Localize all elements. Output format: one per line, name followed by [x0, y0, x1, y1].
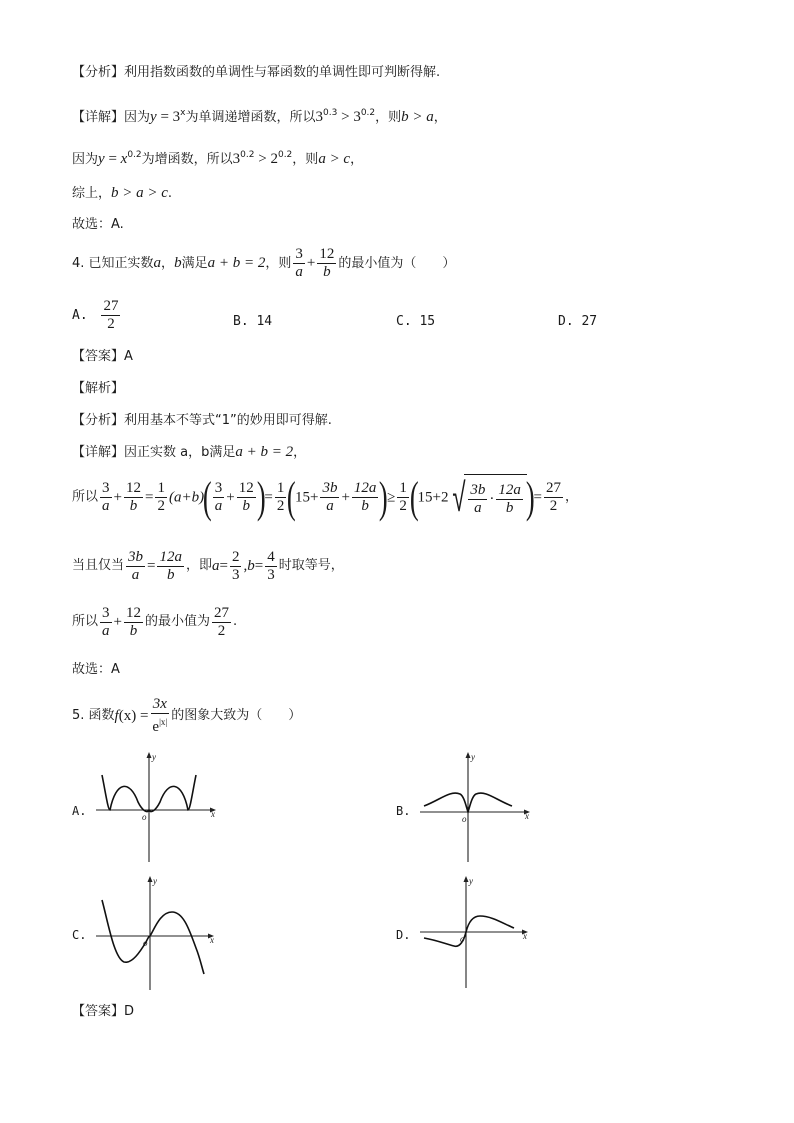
fraction-den: 3 [231, 566, 240, 583]
radical-sign: √ [452, 474, 466, 521]
question-number: 4. 已知正实数 [72, 256, 154, 271]
option-label: D. [558, 314, 574, 329]
q4-analysis-line [72, 412, 332, 430]
fraction-den: a [295, 264, 303, 280]
text-seg: 时取等号， [278, 558, 344, 573]
sqrt [448, 474, 526, 521]
x-axis-label: x [525, 811, 529, 821]
right-paren: ) [256, 472, 266, 522]
x-axis-label: x [210, 935, 214, 945]
text-seg: 所以 [72, 489, 99, 505]
math-gt: > [254, 151, 271, 167]
math-exp: |x| [159, 717, 168, 727]
math-base: 3 [232, 151, 241, 167]
q4-calculation [72, 474, 578, 521]
detail-line-1 [72, 104, 447, 127]
fraction [100, 480, 112, 515]
fraction-den: a [326, 498, 334, 514]
text-seg: ，则 [292, 152, 319, 167]
left-paren: ( [287, 472, 297, 522]
curve [424, 916, 514, 946]
text-seg: 当且仅当 [72, 558, 125, 573]
answer-tag: 【答案】 [72, 1004, 125, 1019]
math-e: e [152, 719, 160, 735]
fraction [100, 605, 112, 640]
math-b: b [174, 255, 182, 271]
choice-line: 故选：A. [72, 217, 124, 232]
fraction [124, 480, 143, 515]
math-f: f [114, 708, 119, 724]
text-seg: ， [565, 489, 579, 505]
fraction-num: 1 [399, 480, 407, 496]
y-axis-label: y [469, 876, 473, 886]
answer-line [72, 348, 133, 366]
math-base: 3 [172, 109, 181, 125]
math-gt: > [337, 109, 354, 125]
origin-label: o [143, 938, 148, 948]
option-d [558, 314, 597, 329]
fraction-den: b [323, 264, 331, 280]
answer-value: A [124, 349, 133, 364]
text-seg: ，则 [375, 110, 402, 125]
math-condition: a + b = 2 [207, 255, 266, 271]
fraction-num: 3 [214, 480, 223, 496]
fraction [468, 482, 487, 517]
math-a: a [153, 255, 162, 271]
fraction-den: 2 [399, 498, 407, 514]
fraction-den: a [214, 498, 223, 514]
right-paren: ) [525, 472, 535, 522]
fraction [496, 482, 523, 517]
fraction [265, 549, 277, 584]
option-a [72, 298, 122, 333]
math-eq: = [264, 489, 273, 506]
math-relation: b > a > c [111, 185, 168, 201]
graph-a-label: A. [72, 804, 87, 818]
text-seg: 的最小值为（ ） [338, 256, 456, 271]
math-relation: b > a [401, 109, 434, 125]
fraction [352, 480, 379, 515]
sqrt-inside [464, 474, 527, 521]
fraction [397, 480, 409, 515]
fraction-num: 1 [276, 480, 285, 496]
fraction-den [150, 714, 169, 736]
fraction [293, 246, 305, 281]
math-number: 2 [440, 489, 449, 506]
text-seg: 的图象大致为（ ） [171, 708, 302, 723]
text-seg: ， [350, 152, 364, 167]
fraction [126, 549, 145, 584]
math-arg: (x) = [118, 708, 149, 724]
y-axis-label: y [153, 876, 157, 886]
math-condition: a + b = 2 [235, 444, 294, 460]
answer-tag: 【答案】 [72, 349, 125, 364]
option-c [396, 314, 435, 329]
math-exp: 0.2 [127, 150, 142, 160]
fraction-num: 1 [157, 480, 165, 496]
y-axis-arrow [464, 876, 469, 882]
y-axis-label: y [152, 752, 156, 762]
math-base: 3 [353, 109, 361, 125]
fraction-den: a [102, 622, 110, 639]
y-axis-arrow [147, 752, 152, 758]
fraction-den: b [166, 566, 175, 583]
fraction-den: 2 [217, 622, 226, 639]
text-seg: 的最小值为 [144, 614, 210, 629]
summary-line [72, 184, 172, 203]
fraction-num: 3x [152, 696, 167, 712]
fraction-num: 27 [546, 480, 562, 496]
math-exp: 0.2 [277, 150, 293, 160]
fraction [317, 246, 336, 281]
detail-tag: 【详解】 [72, 110, 125, 125]
option-value: 14 [256, 314, 273, 329]
math-exp: x [180, 108, 186, 118]
q4-detail-line [72, 443, 306, 462]
math-exp: 0.3 [323, 108, 338, 118]
fraction-num: 3 [295, 246, 303, 262]
math-b: b [247, 558, 255, 574]
y-axis-label: y [471, 752, 475, 762]
fraction-den: a [102, 498, 110, 514]
math-plus: + [432, 489, 441, 506]
x-axis-label: x [211, 809, 215, 819]
math-plus: + [113, 489, 122, 506]
q4-choice-line: 故选：A [72, 662, 120, 677]
math-dot: · [489, 491, 495, 507]
fraction-num: 27 [214, 604, 229, 621]
graph-c-label: C. [72, 928, 87, 942]
math-number: 15 [417, 489, 433, 506]
math-plus: + [341, 489, 350, 506]
fraction-den: 2 [549, 498, 558, 514]
option-label: C. [396, 314, 412, 329]
math-a: a [212, 558, 220, 574]
fraction [101, 298, 120, 333]
fraction [124, 605, 143, 640]
fraction-den: b [505, 499, 514, 516]
detail-line-2 [72, 146, 363, 169]
text-seg: ，即 [185, 558, 212, 573]
fraction-num: 12a [498, 481, 521, 498]
math-y: y [98, 151, 105, 167]
math-eq: = [156, 109, 173, 125]
option-value: 15 [419, 314, 436, 329]
fraction [212, 605, 231, 640]
text-seg: 因为 [124, 110, 151, 125]
option-b [233, 314, 272, 329]
left-paren: ( [203, 472, 212, 522]
answer-value: D [124, 1004, 135, 1019]
fraction [230, 549, 242, 584]
graph-a[interactable] [92, 750, 222, 865]
graph-b[interactable] [416, 750, 536, 865]
fraction-den: 3 [267, 566, 275, 583]
option-value: 27 [581, 314, 598, 329]
text-seg: ， [293, 445, 307, 460]
q5-answer-line [72, 1003, 134, 1021]
q4-equality-line [72, 546, 344, 587]
detail-tag: 【详解】 [72, 445, 125, 460]
text-seg: . [233, 614, 238, 629]
fraction-den: a [474, 499, 482, 516]
fraction-num: 12 [238, 480, 254, 496]
option-label: A. [72, 308, 88, 323]
math-comma: , [243, 558, 248, 574]
text-seg: ，则 [265, 256, 292, 271]
fraction-num: 12a [159, 548, 182, 565]
math-relation: a > c [318, 151, 351, 167]
q4-conclusion-line [72, 602, 237, 643]
math-eq: = [144, 489, 154, 506]
math-eq: = [104, 151, 121, 167]
math-eq: = [219, 558, 228, 574]
graph-b-label: B. [396, 804, 411, 818]
fraction-den: 2 [107, 316, 115, 332]
math-exp: 0.2 [360, 108, 376, 118]
right-paren: ) [379, 472, 389, 522]
math-number: 15 [294, 489, 310, 506]
text-seg: 所以 [72, 614, 99, 629]
text-seg: 为增函数，所以 [141, 152, 233, 167]
text-seg: 综上， [72, 186, 112, 201]
math-eq: = [254, 558, 264, 574]
fraction [155, 480, 167, 515]
fraction-num: 12 [125, 480, 141, 496]
math-eq: = [533, 489, 543, 506]
question-number: 5. 函数 [72, 708, 115, 723]
x-axis-label: x [523, 931, 527, 941]
analysis-text: 利用基本不等式“1”的妙用即可得解. [124, 413, 332, 428]
math-plus: + [306, 255, 316, 271]
fraction [237, 480, 256, 515]
fraction-den: a [131, 566, 140, 583]
fraction [275, 480, 287, 515]
text-seg: 满足 [181, 256, 208, 271]
jiexi-line: 【解析】 [72, 381, 125, 396]
fraction [157, 549, 184, 584]
math-base: 2 [270, 151, 278, 167]
fraction [320, 480, 339, 515]
math-exp: 0.2 [240, 150, 255, 160]
fraction-num: 12 [319, 246, 335, 262]
fraction-den: 2 [276, 498, 285, 514]
fraction-num: 27 [103, 298, 119, 314]
analysis-line [72, 64, 440, 82]
text-seg: 因为 [72, 152, 99, 167]
text-seg: . [167, 186, 173, 201]
math-eq: = [147, 558, 156, 574]
option-label: B. [233, 314, 249, 329]
fraction-num: 3b [470, 481, 486, 498]
fraction-den: b [361, 498, 369, 514]
fraction-num: 12a [353, 480, 377, 496]
text-seg: 为单调递增函数，所以 [185, 110, 316, 125]
graph-d[interactable] [416, 872, 536, 992]
math-plus: + [113, 614, 122, 630]
fraction-num: 4 [267, 548, 275, 565]
origin-label: o [460, 934, 465, 944]
math-x: x [120, 151, 128, 167]
fraction-num: 3 [102, 480, 110, 496]
analysis-tag: 【分析】 [72, 413, 125, 428]
analysis-tag: 【分析】 [72, 65, 125, 80]
math-plus: + [226, 489, 235, 506]
fraction-num: 2 [231, 548, 240, 565]
y-axis-arrow [466, 752, 471, 758]
text-seg: ， [433, 110, 447, 125]
fraction [150, 696, 169, 736]
fraction-den: b [129, 622, 138, 639]
graph-d-label: D. [396, 928, 411, 942]
fraction [544, 480, 563, 515]
fraction-num: 3 [102, 604, 110, 621]
fraction-num: 12 [125, 604, 141, 621]
math-plus: + [309, 489, 319, 506]
math-base: 3 [315, 109, 324, 125]
fraction-num: 3b [322, 480, 338, 496]
question-4 [72, 246, 455, 281]
fraction-den: 2 [157, 498, 165, 514]
text-seg: ， [161, 256, 175, 271]
math-y: y [150, 109, 157, 125]
left-paren: ( [409, 472, 419, 522]
origin-label: o [142, 812, 147, 822]
fraction [213, 480, 225, 515]
analysis-text: 利用指数函数的单调性与幂函数的单调性即可判断得解. [124, 65, 441, 80]
math-group: (a+b) [168, 489, 205, 506]
origin-label: o [462, 814, 467, 824]
math-geq: ≥ [387, 489, 396, 506]
fraction-den: b [242, 498, 250, 514]
graph-c[interactable] [92, 872, 222, 992]
fraction-num: 3b [128, 548, 144, 565]
y-axis-arrow [148, 876, 153, 882]
question-5 [72, 696, 301, 737]
text-seg: 因正实数 a，b满足 [124, 445, 236, 460]
fraction-den: b [129, 498, 138, 514]
curve [102, 900, 204, 974]
